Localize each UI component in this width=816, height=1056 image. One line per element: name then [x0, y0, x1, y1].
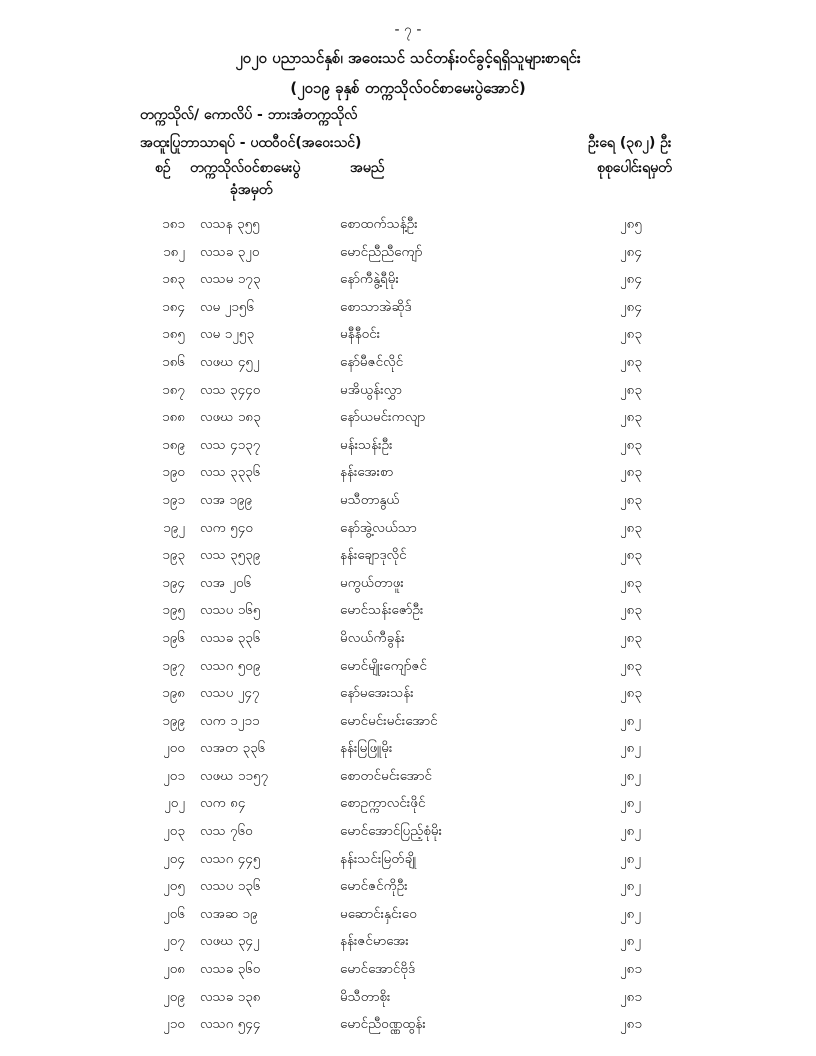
- student-name: နန်းဇင်မာအေး: [340, 933, 409, 950]
- table-row: [0, 901, 816, 929]
- row-number: ၁၉၉: [162, 712, 185, 729]
- student-name: မဆောင်းနှင်းဝေ: [340, 905, 417, 922]
- total-marks: ၂၈၃: [620, 381, 642, 398]
- row-number: ၁၉၂: [163, 519, 185, 536]
- roll-number: လက ၁၂၁၁: [200, 712, 260, 729]
- row-number: ၁၈၆: [162, 353, 185, 370]
- table-row: [0, 956, 816, 984]
- roll-number: လသပ ၂၄၇: [200, 685, 260, 702]
- student-name: မိသီတာစိုး: [340, 988, 391, 1005]
- total-marks: ၂၈၃: [620, 685, 642, 702]
- roll-number: လအတ ၃၃၆: [200, 740, 266, 757]
- student-name: မောင်ဇင်ကိုဦး: [340, 878, 408, 895]
- roll-number: လသခ ၁၃၈: [200, 988, 261, 1005]
- total-marks: ၂၈၄: [620, 271, 642, 288]
- roll-number: လသခ ၃၆၀: [200, 961, 261, 978]
- student-name: နန်းအေးစာ: [340, 464, 394, 481]
- table-row: [0, 680, 816, 708]
- total-marks: ၂၈၅: [620, 216, 642, 232]
- table-row: [0, 487, 816, 515]
- total-marks: ၂၈၃: [620, 464, 642, 481]
- row-number: ၂၀၂: [164, 795, 185, 812]
- roll-number: လသခ ၃၂၀: [200, 243, 260, 260]
- row-number: ၁၉၁: [162, 491, 185, 508]
- total-marks: ၂၈၄: [620, 298, 642, 315]
- roll-number: လသပ ၁၆၅: [200, 602, 261, 619]
- total-marks: ၂၈၂: [620, 712, 641, 729]
- row-number: ၁၈၂: [163, 243, 185, 260]
- row-number: ၂၀၄: [163, 850, 185, 867]
- row-number: ၁၉၆: [162, 629, 185, 646]
- total-marks: ၂၈၃: [620, 602, 642, 619]
- roll-number: လက ၈၄: [200, 795, 246, 812]
- table-row: [0, 790, 816, 818]
- roll-number: လဖဃ ၄၅၂: [200, 353, 260, 370]
- row-number: ၂၀၁: [163, 767, 185, 784]
- roll-number: လဖဃ ၁၈၃: [200, 409, 261, 426]
- column-header-roll: တက္ကသိုလ်ဝင်စာမေးပွဲ: [190, 160, 301, 176]
- total-marks: ၂၈၃: [620, 326, 642, 343]
- table-row: [0, 404, 816, 432]
- student-name: မန်းသန်းဦး: [340, 436, 393, 453]
- document-subtitle: (၂၀၁၉ ခုနှစ် တက္ကသိုလ်ဝင်စာမေးပွဲအောင်): [290, 79, 526, 97]
- roll-number: လအဆ ၁၉: [200, 905, 258, 922]
- table-row: [0, 432, 816, 460]
- table-row: [0, 515, 816, 543]
- total-marks: ၂၈၃: [620, 409, 642, 426]
- student-name: မသီတာနွယ်: [340, 491, 400, 508]
- roll-number: လက ၅၄၀: [200, 519, 253, 536]
- row-number: ၁၈၃: [162, 271, 185, 288]
- student-name: နော်ယမင်းကလျာ: [340, 409, 426, 426]
- student-name: မောင်မင်းမင်းအောင်: [340, 712, 438, 729]
- student-name: နော်မအေးသန်း: [340, 685, 414, 702]
- student-name: နန်းမြဖြူမိုး: [340, 740, 393, 757]
- column-header-name: အမည်: [350, 160, 385, 176]
- student-name: မောင်ညီဝဏ္ဏထွန်း: [340, 1016, 426, 1033]
- student-name: နော်အွဲ့လယ်သာ: [340, 519, 417, 536]
- student-name: မောင်အောင်ပြည့်စုံမိုး: [340, 823, 443, 840]
- total-marks: ၂၈၃: [620, 657, 642, 674]
- table-row: [0, 266, 816, 294]
- student-name: နန်းသင်းမြတ်ချို: [340, 850, 417, 867]
- total-marks: ၂၈၂: [620, 740, 641, 757]
- total-marks: ၂၈၂: [620, 905, 641, 922]
- total-marks: ၂၈၂: [620, 933, 641, 950]
- roll-number: လသခ ၃၃၆: [200, 629, 261, 646]
- table-row: [0, 570, 816, 598]
- table-row: [0, 625, 816, 653]
- total-marks: ၂၈၄: [620, 243, 642, 260]
- total-marks: ၂၈၂: [620, 823, 641, 840]
- roll-number: လသမ ၁၇၃: [200, 271, 261, 288]
- row-number: ၁၈၈: [161, 409, 185, 426]
- total-marks: ၂၈၂: [620, 878, 641, 895]
- row-number: ၁၉၈: [162, 685, 185, 702]
- student-name: မောင်သန်းဇော်ဦး: [340, 602, 424, 619]
- student-name: စောတင်မင်းအောင်: [340, 767, 432, 784]
- student-name: စောထက်သန့်ဦး: [340, 216, 418, 232]
- table-row: [0, 1011, 816, 1039]
- student-name: မနီနီဝင်း: [340, 326, 381, 343]
- total-marks: ၂၈၃: [620, 519, 642, 536]
- table-row: [0, 542, 816, 570]
- table-row: [0, 928, 816, 956]
- roll-number: လအ ၂၀၆: [200, 574, 252, 591]
- total-marks: ၂၈၂: [620, 767, 641, 784]
- total-marks: ၂၈၂: [620, 795, 641, 812]
- table-row: [0, 873, 816, 901]
- row-number: ၁၉၃: [162, 547, 185, 564]
- total-marks: ၂၈၁: [620, 988, 642, 1005]
- student-name: မိလယ်ကီခွန်း: [340, 629, 405, 646]
- student-name: မောင်ညီညီကျော်: [340, 243, 423, 260]
- roll-number: လသဂ ၅၄၄: [200, 1016, 261, 1033]
- table-row: [0, 321, 816, 349]
- table-row: [0, 294, 816, 322]
- roll-number: လသန ၃၅၅: [200, 216, 260, 232]
- major-label: အထူးပြုဘာသာရပ် - ပထဝီဝင်(အဝေးသင်): [140, 135, 362, 151]
- table-row: [0, 708, 816, 736]
- table-row: [0, 653, 816, 681]
- page-number: - ၇ -: [394, 22, 422, 38]
- total-marks: ၂၈၃: [620, 491, 642, 508]
- roll-number: လသဂ ၄၄၅: [200, 850, 261, 867]
- row-number: ၂၀၅: [163, 878, 185, 895]
- student-name: မအိယွန်းလွှာ: [340, 381, 402, 398]
- total-marks: ၂၈၁: [620, 1016, 642, 1033]
- roll-number: လဖဃ ၁၁၅၇: [200, 767, 269, 784]
- row-number: ၁၉၇: [162, 657, 185, 674]
- results-table: [0, 211, 816, 1039]
- row-number: ၁၈၁: [162, 216, 185, 232]
- row-number: ၂၀၃: [163, 823, 185, 840]
- document-title: ၂၀၂၀ ပညာသင်နှစ်၊ အဝေးသင် သင်တန်းဝင်ခွင့်ရရှိသူများစာရင်း: [235, 49, 581, 67]
- row-number: ၂၀၈: [163, 961, 185, 978]
- table-row: [0, 818, 816, 846]
- row-number: ၂၀၉: [163, 988, 185, 1005]
- row-number: ၁၉၀: [162, 464, 185, 481]
- total-marks: ၂၈၃: [620, 436, 642, 453]
- student-name: စောသာအဲဆိုဒ်: [340, 298, 412, 315]
- student-name: နော်ကီနွဲ့ရီမိုး: [340, 271, 399, 288]
- row-number: ၂၀၀: [163, 740, 185, 757]
- row-number: ၁၉၄: [162, 574, 185, 591]
- total-count: ဦးရေ (၃၈၂) ဦး: [588, 135, 672, 151]
- student-name: နန်းချောဒုလိုင်: [340, 547, 407, 564]
- roll-number: လမ ၂၁၅၆: [200, 298, 255, 315]
- table-row: [0, 597, 816, 625]
- row-number: ၁၈၄: [162, 298, 185, 315]
- table-row: [0, 239, 816, 267]
- total-marks: ၂၈၁: [620, 961, 642, 978]
- row-number: ၂၀၇: [163, 933, 185, 950]
- table-row: [0, 984, 816, 1012]
- row-number: ၁၈၇: [162, 381, 185, 398]
- student-name: မကွယ်တာဖူး: [340, 574, 404, 591]
- student-name: စောဥက္ကာလင်းဖိုင်: [340, 795, 426, 812]
- table-row: [0, 846, 816, 874]
- roll-number: လသပ ၁၃၆: [200, 878, 261, 895]
- column-header-roll-line2: ခုံအမှတ်: [230, 182, 273, 198]
- table-row: [0, 211, 816, 239]
- roll-number: လသ ၃၅၃၉: [200, 547, 261, 564]
- student-name: မောင်မျိုးကျော်ဇင်: [340, 657, 428, 674]
- roll-number: လအ ၁၉၉: [200, 491, 253, 508]
- table-row: [0, 735, 816, 763]
- table-row: [0, 377, 816, 405]
- row-number: ၂၀၆: [163, 905, 185, 922]
- student-name: နော်မီဇင်လိုင်: [340, 353, 404, 370]
- roll-number: လဖဃ ၃၄၂: [200, 933, 260, 950]
- university-label: တက္ကသိုလ်/ ကောလိပ် - ဘားအံတက္ကသိုလ်: [140, 107, 358, 123]
- total-marks: ၂၈၂: [620, 850, 641, 867]
- roll-number: လသ ၃၄၄၀: [200, 381, 261, 398]
- column-header-marks: စုစုပေါင်းရမှတ်: [597, 160, 672, 176]
- total-marks: ၂၈၃: [620, 629, 642, 646]
- row-number: ၁၉၅: [162, 602, 185, 619]
- row-number: ၁၈၉: [162, 436, 185, 453]
- row-number: ၁၈၅: [162, 326, 185, 343]
- roll-number: လသ ၇၆၀: [200, 823, 253, 840]
- total-marks: ၂၈၃: [620, 574, 642, 591]
- roll-number: လမ ၁၂၅၃: [200, 326, 255, 343]
- table-row: [0, 349, 816, 377]
- total-marks: ၂၈၃: [620, 353, 642, 370]
- table-row: [0, 459, 816, 487]
- student-name: မောင်အောင်ဗိုဒ်: [340, 961, 416, 978]
- roll-number: လသ ၄၁၃၇: [200, 436, 261, 453]
- row-number: ၂၁၀: [163, 1016, 185, 1033]
- total-marks: ၂၈၃: [620, 547, 642, 564]
- roll-number: လသဂ ၅၀၉: [200, 657, 261, 674]
- column-header-no: စဉ်: [155, 160, 171, 176]
- roll-number: လသ ၃၃၃၆: [200, 464, 261, 481]
- table-row: [0, 763, 816, 791]
